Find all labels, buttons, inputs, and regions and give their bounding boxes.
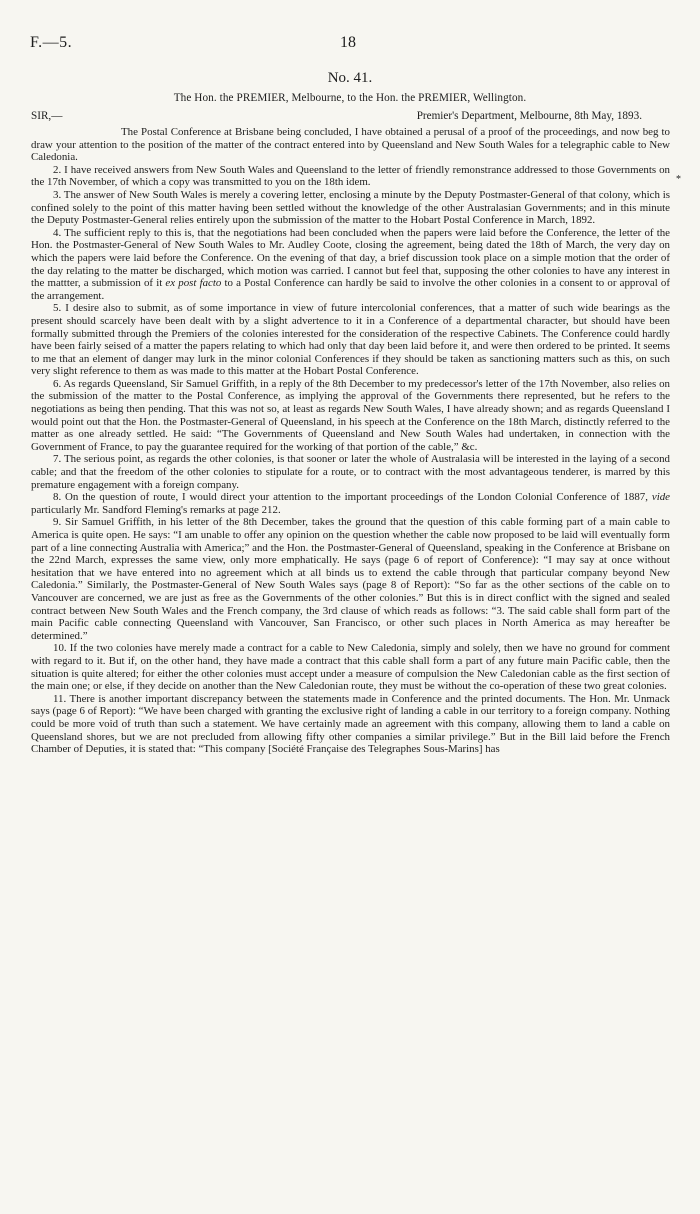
paragraph-4-text-a: 4. The sufficient reply to this is, that the negotiations had been concluded when the papers were laid before the Conference, the letter of the Hon. the Postmaster-General of New South Wales to Mr. Audley Coote, closing the agreement, being dated the 18th of March, the very day on which the papers were laid before the Conference. On the evening of that day, a brief discussion took place on a simple motion that the order of the day relating to the matter be discharged, which motion was carried. I cannot but feel that, supposing the other colonies to have any interest in the mattter, a submission of it <box>31 226 670 290</box>
paragraph-8-text-a: 8. On the question of route, I would direct your attention to the important proceedings of the London Colonial Conference of 1887, <box>53 491 648 504</box>
letter-number: No. 41. <box>327 70 373 86</box>
paragraph-8 <box>31 491 670 516</box>
paragraph-1: The Postal Conference at Brisbane being concluded, I have obtained a perusal of a proof of the proceedings, and now beg to draw your attention to the position of the matter of the contract entered into by Queensland and New South Wales for a telegraphic cable to New Caledonia. <box>31 126 670 164</box>
margin-mark: * <box>676 174 681 185</box>
page-number: 18 <box>340 34 356 51</box>
salutation: SIR,— <box>31 110 63 122</box>
paragraph-4 <box>31 227 670 303</box>
paragraph-11: 11. There is another important discrepancy between the statements made in Conference and the printed documents. The Hon. Mr. Unmack says (page 6 of Report): “We have been charged with granting the exclusive right of landing a cable in our territory to a foreign company. Nothing could be more void of truth than such a statement. We have certainly made an agreement with this company, allowing them to land a cable on Queensland shores, but we are not precluded from allowing fifty other companies a similar privilege.” But in the Bill laid before the French Chamber of Deputies, it is stated that: “This company [Société Française des Telegraphes Sous-Marins] has <box>31 692 670 756</box>
paragraph-4-italic: ex post facto <box>165 277 222 290</box>
paragraph-8-text-b: particularly Mr. Sandford Fleming's remarks at page 212. <box>31 503 281 516</box>
paragraph-8-italic: vide <box>651 491 670 504</box>
paragraph-10: 10. If the two colonies have merely made a contract for a cable to New Caledonia, simply and solely, then we have no ground for comment with regard to it. But if, on the other hand, they have made a contract that this cable shall form a part of any future main Pacific cable, then the situation is quite altered; for either the other colonies must accept under a measure of compulsion the New Caledonian cable as the first section of the main one; or else, if they decide on another than the New Caledonian route, they must be without the co-operation of these two great colonies. <box>31 642 670 693</box>
paragraph-4-text-b: to a Postal Conference can hardly be said to involve the other colonies in a consent to or approval of the arrangement. <box>31 277 670 302</box>
paragraph-2: 2. I have received answers from New South Wales and Queensland to the letter of friendly remonstrance addressed to those Governments on the 17th November, of which a copy was transmitted to you on the 18th idem. <box>31 163 670 189</box>
letter-dateline: Premier's Department, Melbourne, 8th May, 1893. <box>416 110 642 122</box>
paragraph-6: 6. As regards Queensland, Sir Samuel Griffith, in a reply of the 8th December to my predecessor's letter of the 17th November, also relies on the submission of the matter to the Postal Conference, as implying the approval of the Governments there represented, but he refers to the negotiations as being then pending. That this was not so, at least as regards New South Wales, I have already shown; and as regards Queensland I would point out that the Hon. the Postmaster-General of Queensland, in his speech at the Conference on the 18th March, distinctly referred to the matter as one already settled. He said: “The Governments of Queensland and New South Wales had undertaken, in connection with the Government of France, to pay the guarantee required for the working of that portion of the cable,” &c. <box>31 377 670 453</box>
letter-address: The Hon. the PREMIER, Melbourne, to the Hon. the PREMIER, Wellington. <box>173 92 527 104</box>
paragraph-7: 7. The serious point, as regards the other colonies, is that sooner or later the whole of Australasia will be interested in the laying of a second cable; and that the freedom of the other colonies to stipulate for a route, or to contract with the most advantageous tenderer, is marred by this premature engagement with a foreign company. <box>31 453 670 491</box>
paragraph-3: 3. The answer of New South Wales is merely a covering letter, enclosing a minute by the Deputy Postmaster-General of that colony, which is confined solely to the point of this matter having been settled without the knowledge of the other Australasian Governments; and in this minute the Deputy Postmaster-General relies entirely upon the submission of the matter to the Hobart Postal Conference in March, 1892. <box>31 188 670 227</box>
paragraph-5: 5. I desire also to submit, as of some importance in view of future intercolonial conferences, that a matter of such wide bearings as the present should scarcely have been dealt with by a slight advertence to it in a Conference of a departmental character, but should have been formally submitted through the Premiers of the colonies interested for the consideration of the respective Cabinets. The Conference could hardly have been fairly seised of a matter the papers relating to which had only that day been laid before it, and were then ordered to be printed. It seems to me that an element of danger may lurk in the minor colonial Conferences if they should be taken as sanctioning matters such as this, on such very slight reference to them as was made to this matter at the Hobart Postal Conference. <box>31 302 670 378</box>
letter-body <box>31 126 670 756</box>
document-reference: F.—5. <box>30 34 73 51</box>
paragraph-9: 9. Sir Samuel Griffith, in his letter of the 8th December, takes the ground that the question of this cable forming part of a main cable to America is quite open. He says: “I am unable to offer any opinion on the question whether the cable now proposed to be laid will eventually form part of a line connecting Australia with America;” and the Hon. the Postmaster-General of Queensland, speaking in the Conference at Brisbane on the 22nd March, expresses the same view, only more emphatically. He says (page 6 of report of Conference): “I may say at once without hesitation that we have entered into no agreement which at all binds us to extend the cable through that particular company beyond New Caledonia.” Similarly, the Postmaster-General of New South Wales says (page 8 of Report): “So far as the other sections of the cable on to Vancouver are concerned, we are just as free as the Governments of the other colonies.” But this is in direct conflict with the signed and sealed contract between New South Wales and the French company, the 3rd clause of which reads as follows: “3. The said cable shall form part of the main Pacific cable connecting Queensland with Vancouver, San Francisco, or other such places in North America as may hereafter be determined.” <box>31 516 670 642</box>
